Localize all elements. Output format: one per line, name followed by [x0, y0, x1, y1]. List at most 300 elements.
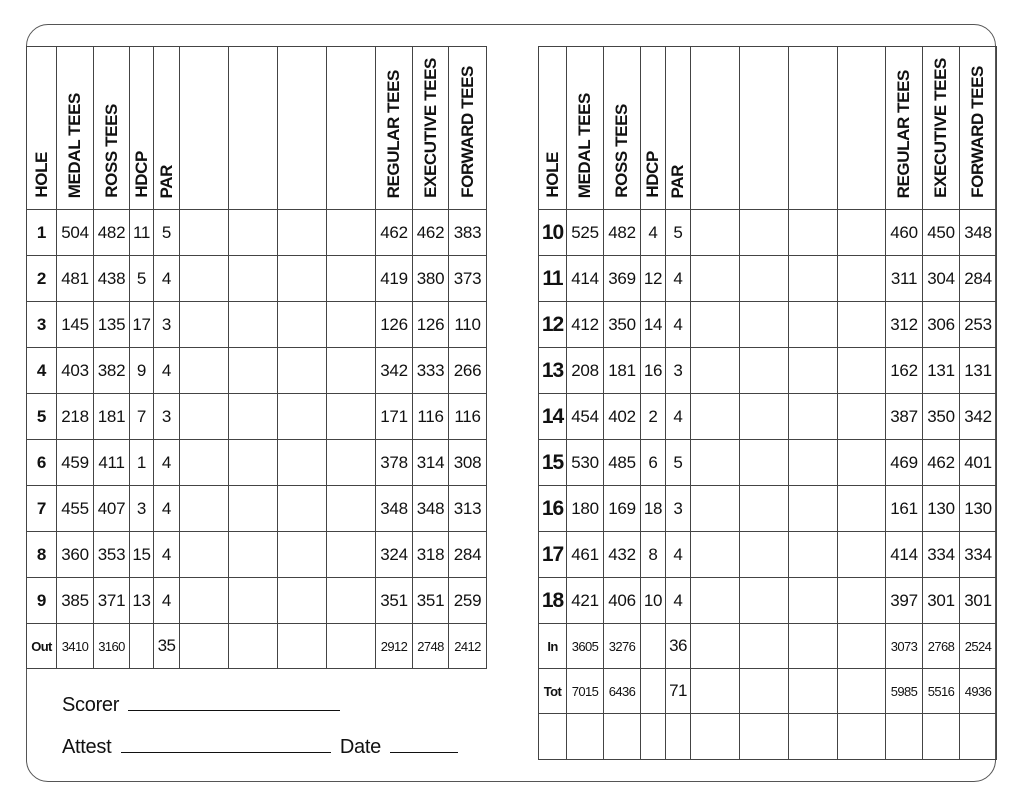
score-cell[interactable]: [278, 348, 327, 394]
hole-number: 1: [27, 210, 57, 256]
par-total-cell: 36: [666, 624, 691, 669]
score-cell[interactable]: [278, 578, 327, 624]
forward-cell: 259: [449, 578, 487, 624]
score-cell[interactable]: [180, 256, 229, 302]
forward-total-cell: 2412: [449, 624, 487, 669]
executive-cell: 334: [923, 532, 960, 578]
hdcp-cell: 5: [130, 256, 154, 302]
blank-cell[interactable]: [604, 714, 641, 760]
medal-cell: 459: [57, 440, 94, 486]
regular-cell: 397: [886, 578, 923, 624]
medal-cell: 525: [567, 210, 604, 256]
par-total-cell: 71: [666, 669, 691, 714]
blank-cell[interactable]: [960, 714, 997, 760]
par-cell: 4: [154, 440, 180, 486]
medal-cell: 218: [57, 394, 94, 440]
score-cell[interactable]: [278, 302, 327, 348]
score-cell[interactable]: [740, 440, 789, 486]
regular-cell: 469: [886, 440, 923, 486]
hdcp-total-cell: [641, 624, 666, 669]
score-cell[interactable]: [691, 394, 740, 440]
medal-cell: 454: [567, 394, 604, 440]
header-cell: [229, 47, 278, 210]
header-cell: [376, 47, 413, 210]
executive-cell: 306: [923, 302, 960, 348]
score-cell[interactable]: [229, 394, 278, 440]
score-cell[interactable]: [180, 302, 229, 348]
hole-row: [27, 532, 487, 578]
header-label: HDCP: [643, 151, 662, 198]
header-cell: [604, 47, 641, 210]
score-cell[interactable]: [278, 486, 327, 532]
attest-blank[interactable]: [121, 734, 331, 753]
medal-cell: 385: [57, 578, 94, 624]
ross-cell: 350: [604, 302, 641, 348]
score-cell[interactable]: [838, 486, 886, 532]
par-cell: 4: [666, 578, 691, 624]
score-cell[interactable]: [789, 440, 838, 486]
hdcp-total-cell: [130, 624, 154, 669]
hole-row: [539, 210, 997, 256]
header-cell: [960, 47, 997, 210]
forward-cell: 342: [960, 394, 997, 440]
hole-row: [539, 348, 997, 394]
executive-cell: 351: [413, 578, 449, 624]
score-cell[interactable]: [327, 348, 376, 394]
score-total-cell[interactable]: [740, 624, 789, 669]
regular-cell: 161: [886, 486, 923, 532]
score-total-cell[interactable]: [278, 624, 327, 669]
hole-number: 7: [27, 486, 57, 532]
score-cell[interactable]: [691, 210, 740, 256]
header-label: PAR: [668, 164, 687, 198]
regular-cell: 324: [376, 532, 413, 578]
score-cell[interactable]: [278, 394, 327, 440]
header-cell: [327, 47, 376, 210]
ross-cell: 411: [94, 440, 130, 486]
medal-total-cell: 7015: [567, 669, 604, 714]
score-cell[interactable]: [691, 532, 740, 578]
header-label: REGULAR TEES: [894, 69, 913, 198]
ross-cell: 432: [604, 532, 641, 578]
ross-cell: 169: [604, 486, 641, 532]
score-total-cell[interactable]: [691, 624, 740, 669]
score-cell[interactable]: [691, 256, 740, 302]
header-cell: [886, 47, 923, 210]
ross-cell: 181: [94, 394, 130, 440]
par-cell: 4: [666, 394, 691, 440]
score-cell[interactable]: [278, 532, 327, 578]
forward-cell: 130: [960, 486, 997, 532]
score-cell[interactable]: [789, 348, 838, 394]
regular-total-cell: 5985: [886, 669, 923, 714]
hdcp-cell: 6: [641, 440, 666, 486]
blank-cell[interactable]: [789, 714, 838, 760]
header-label: EXECUTIVE TEES: [420, 58, 440, 198]
hole-row: [539, 302, 997, 348]
score-cell[interactable]: [327, 210, 376, 256]
score-cell[interactable]: [691, 348, 740, 394]
header-cell: [923, 47, 960, 210]
blank-cell[interactable]: [740, 714, 789, 760]
hdcp-cell: 18: [641, 486, 666, 532]
executive-cell: 304: [923, 256, 960, 302]
regular-cell: 311: [886, 256, 923, 302]
score-cell[interactable]: [740, 486, 789, 532]
par-cell: 4: [666, 532, 691, 578]
header-label: HDCP: [131, 151, 151, 198]
score-cell[interactable]: [789, 486, 838, 532]
executive-cell: 130: [923, 486, 960, 532]
executive-total-cell: 2748: [413, 624, 449, 669]
score-total-cell[interactable]: [740, 669, 789, 714]
score-total-cell[interactable]: [691, 669, 740, 714]
ross-total-cell: 6436: [604, 669, 641, 714]
hole-row: [539, 394, 997, 440]
medal-cell: 180: [567, 486, 604, 532]
score-cell[interactable]: [740, 348, 789, 394]
regular-total-cell: 3073: [886, 624, 923, 669]
par-cell: 5: [666, 210, 691, 256]
par-cell: 4: [666, 256, 691, 302]
medal-total-cell: 3410: [57, 624, 94, 669]
score-cell[interactable]: [229, 210, 278, 256]
score-cell[interactable]: [327, 256, 376, 302]
hole-row: [539, 578, 997, 624]
scorer-line[interactable]: [62, 692, 340, 717]
score-cell[interactable]: [229, 578, 278, 624]
score-cell[interactable]: [740, 256, 789, 302]
header-label: ROSS TEES: [101, 104, 121, 198]
regular-cell: 126: [376, 302, 413, 348]
score-total-cell[interactable]: [838, 669, 886, 714]
par-cell: 3: [154, 302, 180, 348]
blank-cell[interactable]: [539, 714, 567, 760]
regular-cell: 312: [886, 302, 923, 348]
score-cell[interactable]: [838, 394, 886, 440]
executive-cell: 301: [923, 578, 960, 624]
medal-total-cell: 3605: [567, 624, 604, 669]
in_total-row: [539, 624, 997, 669]
hdcp-cell: 7: [130, 394, 154, 440]
forward-cell: 313: [449, 486, 487, 532]
score-cell[interactable]: [838, 440, 886, 486]
ross-cell: 407: [94, 486, 130, 532]
score-cell[interactable]: [838, 210, 886, 256]
hole-number: 12: [539, 302, 567, 348]
hole-row: [539, 486, 997, 532]
forward-cell: 284: [960, 256, 997, 302]
regular-cell: 342: [376, 348, 413, 394]
executive-cell: 126: [413, 302, 449, 348]
hdcp-cell: 3: [130, 486, 154, 532]
medal-cell: 208: [567, 348, 604, 394]
header-cell: [789, 47, 838, 210]
regular-cell: 419: [376, 256, 413, 302]
par-cell: 4: [154, 486, 180, 532]
score-cell[interactable]: [691, 578, 740, 624]
executive-cell: 314: [413, 440, 449, 486]
score-cell[interactable]: [740, 210, 789, 256]
blank-cell[interactable]: [641, 714, 666, 760]
score-cell[interactable]: [278, 256, 327, 302]
executive-cell: 462: [413, 210, 449, 256]
date-blank[interactable]: [390, 734, 458, 753]
medal-cell: 455: [57, 486, 94, 532]
ross-cell: 353: [94, 532, 130, 578]
ross-cell: 369: [604, 256, 641, 302]
hdcp-cell: 17: [130, 302, 154, 348]
score-cell[interactable]: [229, 256, 278, 302]
hole-row: [539, 440, 997, 486]
score-cell[interactable]: [789, 210, 838, 256]
executive-cell: 333: [413, 348, 449, 394]
score-cell[interactable]: [740, 302, 789, 348]
executive-total-cell: 5516: [923, 669, 960, 714]
ross-cell: 382: [94, 348, 130, 394]
score-cell[interactable]: [229, 302, 278, 348]
forward-cell: 284: [449, 532, 487, 578]
score-cell[interactable]: [740, 532, 789, 578]
header-row: [27, 47, 487, 210]
score-cell[interactable]: [789, 256, 838, 302]
hdcp-cell: 2: [641, 394, 666, 440]
score-cell[interactable]: [180, 210, 229, 256]
forward-cell: 334: [960, 532, 997, 578]
hole-number: 6: [27, 440, 57, 486]
blank-cell[interactable]: [886, 714, 923, 760]
out_total-row: [27, 624, 487, 669]
score-cell[interactable]: [838, 302, 886, 348]
par-total-cell: 35: [154, 624, 180, 669]
medal-cell: 414: [567, 256, 604, 302]
score-total-cell[interactable]: [180, 624, 229, 669]
score-cell[interactable]: [278, 440, 327, 486]
medal-cell: 504: [57, 210, 94, 256]
score-cell[interactable]: [740, 394, 789, 440]
score-total-cell[interactable]: [838, 624, 886, 669]
hdcp-cell: 12: [641, 256, 666, 302]
forward-total-cell: 2524: [960, 624, 997, 669]
header-label: MEDAL TEES: [65, 92, 84, 198]
header-cell: [666, 47, 691, 210]
hole-number: 18: [539, 578, 567, 624]
score-cell[interactable]: [327, 394, 376, 440]
header-cell: [838, 47, 886, 210]
score-cell[interactable]: [180, 348, 229, 394]
attest-line[interactable]: [62, 734, 458, 759]
score-cell[interactable]: [789, 394, 838, 440]
executive-cell: 350: [923, 394, 960, 440]
header-label: MEDAL TEES: [575, 92, 594, 198]
header-row: [539, 47, 997, 210]
medal-cell: 461: [567, 532, 604, 578]
par-cell: 4: [154, 532, 180, 578]
score-cell[interactable]: [691, 440, 740, 486]
score-cell[interactable]: [229, 486, 278, 532]
regular-cell: 460: [886, 210, 923, 256]
header-cell: [641, 47, 666, 210]
hole-number: 9: [27, 578, 57, 624]
hdcp-cell: 1: [130, 440, 154, 486]
medal-cell: 360: [57, 532, 94, 578]
hole-row: [27, 394, 487, 440]
attest-label: Attest: [62, 736, 112, 758]
score-cell[interactable]: [838, 256, 886, 302]
hole-row: [27, 210, 487, 256]
header-cell: [278, 47, 327, 210]
regular-cell: 378: [376, 440, 413, 486]
forward-cell: 131: [960, 348, 997, 394]
ross-cell: 482: [604, 210, 641, 256]
ross-total-cell: 3276: [604, 624, 641, 669]
blank-cell[interactable]: [666, 714, 691, 760]
medal-cell: 530: [567, 440, 604, 486]
medal-cell: 145: [57, 302, 94, 348]
header-label: HOLE: [31, 152, 51, 198]
hole-row: [27, 256, 487, 302]
score-cell[interactable]: [838, 532, 886, 578]
score-cell[interactable]: [180, 440, 229, 486]
hdcp-cell: 16: [641, 348, 666, 394]
forward-cell: 308: [449, 440, 487, 486]
score-cell[interactable]: [691, 486, 740, 532]
score-cell[interactable]: [229, 348, 278, 394]
forward-cell: 383: [449, 210, 487, 256]
score-cell[interactable]: [740, 578, 789, 624]
score-cell[interactable]: [180, 394, 229, 440]
par-cell: 3: [666, 486, 691, 532]
score-cell[interactable]: [180, 532, 229, 578]
date-label: Date: [339, 736, 381, 758]
score-cell[interactable]: [180, 578, 229, 624]
hdcp-cell: 10: [641, 578, 666, 624]
score-total-cell[interactable]: [327, 624, 376, 669]
medal-cell: 421: [567, 578, 604, 624]
forward-cell: 110: [449, 302, 487, 348]
header-cell: [57, 47, 94, 210]
header-cell: [740, 47, 789, 210]
blank-cell[interactable]: [923, 714, 960, 760]
par-cell: 3: [666, 348, 691, 394]
back-nine-table: [538, 46, 997, 760]
hole-row: [27, 348, 487, 394]
header-label: FORWARD TEES: [968, 66, 987, 198]
executive-cell: 131: [923, 348, 960, 394]
score-total-cell[interactable]: [229, 624, 278, 669]
forward-cell: 266: [449, 348, 487, 394]
medal-cell: 481: [57, 256, 94, 302]
score-cell[interactable]: [838, 578, 886, 624]
executive-cell: 380: [413, 256, 449, 302]
hdcp-cell: 13: [130, 578, 154, 624]
header-label: PAR: [156, 164, 176, 198]
hdcp-total-cell: [641, 669, 666, 714]
score-cell[interactable]: [789, 532, 838, 578]
score-cell[interactable]: [327, 532, 376, 578]
ross-cell: 438: [94, 256, 130, 302]
score-cell[interactable]: [180, 486, 229, 532]
score-cell[interactable]: [789, 302, 838, 348]
regular-cell: 162: [886, 348, 923, 394]
score-cell[interactable]: [327, 302, 376, 348]
par-cell: 5: [666, 440, 691, 486]
ross-cell: 371: [94, 578, 130, 624]
executive-cell: 348: [413, 486, 449, 532]
forward-cell: 301: [960, 578, 997, 624]
score-total-cell[interactable]: [789, 669, 838, 714]
header-label: FORWARD TEES: [457, 66, 477, 198]
forward-cell: 348: [960, 210, 997, 256]
score-cell[interactable]: [691, 302, 740, 348]
score-cell[interactable]: [229, 532, 278, 578]
ross-cell: 181: [604, 348, 641, 394]
executive-cell: 450: [923, 210, 960, 256]
regular-cell: 348: [376, 486, 413, 532]
hole-number: 15: [539, 440, 567, 486]
medal-cell: 403: [57, 348, 94, 394]
blank-cell[interactable]: [567, 714, 604, 760]
hole-number: 8: [27, 532, 57, 578]
par-cell: 4: [666, 302, 691, 348]
hole-number: 16: [539, 486, 567, 532]
regular-cell: 171: [376, 394, 413, 440]
score-total-cell[interactable]: [789, 624, 838, 669]
header-label: ROSS TEES: [612, 104, 631, 198]
executive-cell: 462: [923, 440, 960, 486]
hole-row: [27, 440, 487, 486]
hole-number: 13: [539, 348, 567, 394]
out_total-label: Out: [27, 624, 57, 669]
hole-number: 14: [539, 394, 567, 440]
front-nine-table: [26, 46, 487, 669]
score-cell[interactable]: [838, 348, 886, 394]
score-cell[interactable]: [229, 440, 278, 486]
blank-cell[interactable]: [691, 714, 740, 760]
hole-number: 10: [539, 210, 567, 256]
regular-total-cell: 2912: [376, 624, 413, 669]
ross-cell: 482: [94, 210, 130, 256]
blank-cell[interactable]: [838, 714, 886, 760]
hdcp-cell: 15: [130, 532, 154, 578]
tot_total-label: Tot: [539, 669, 567, 714]
hole-row: [27, 486, 487, 532]
score-cell[interactable]: [789, 578, 838, 624]
hole-number: 3: [27, 302, 57, 348]
forward-cell: 401: [960, 440, 997, 486]
forward-cell: 253: [960, 302, 997, 348]
ross-total-cell: 3160: [94, 624, 130, 669]
score-cell[interactable]: [327, 486, 376, 532]
scorer-blank[interactable]: [128, 692, 340, 711]
ross-cell: 402: [604, 394, 641, 440]
hdcp-cell: 4: [641, 210, 666, 256]
ross-cell: 406: [604, 578, 641, 624]
header-label: HOLE: [542, 152, 562, 198]
par-cell: 4: [154, 348, 180, 394]
regular-cell: 462: [376, 210, 413, 256]
executive-cell: 318: [413, 532, 449, 578]
score-cell[interactable]: [327, 578, 376, 624]
score-cell[interactable]: [327, 440, 376, 486]
header-label: REGULAR TEES: [384, 69, 403, 198]
header-cell: [413, 47, 449, 210]
regular-cell: 387: [886, 394, 923, 440]
score-cell[interactable]: [278, 210, 327, 256]
medal-cell: 412: [567, 302, 604, 348]
hole-row: [27, 578, 487, 624]
par-cell: 4: [154, 578, 180, 624]
